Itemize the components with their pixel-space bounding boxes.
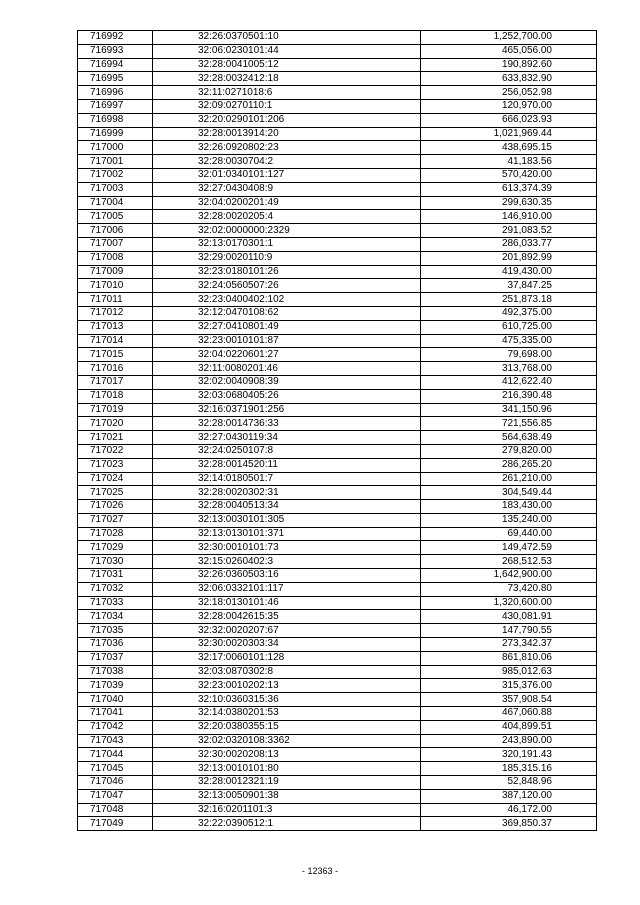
table-row — [78, 168, 597, 182]
cadastral-number-cell: 32:29:0020110:9 — [153, 251, 421, 265]
cadastral-number-cell: 32:02:0040908:39 — [153, 375, 421, 389]
row-id-cell: 717016 — [78, 362, 153, 376]
cadastral-number-cell: 32:24:0560507:26 — [153, 279, 421, 293]
row-id-cell: 717008 — [78, 251, 153, 265]
amount-cell: 146,910.00 — [421, 210, 597, 224]
cadastral-number-cell: 32:02:0320108:3362 — [153, 734, 421, 748]
cadastral-number-cell: 32:03:0680405:26 — [153, 389, 421, 403]
cadastral-number-cell: 32:15:0260402:3 — [153, 555, 421, 569]
row-id-cell: 717012 — [78, 306, 153, 320]
table-row — [78, 472, 597, 486]
amount-cell: 438,695.15 — [421, 141, 597, 155]
cadastral-number-cell: 32:28:0030704:2 — [153, 155, 421, 169]
amount-cell: 721,556.85 — [421, 417, 597, 431]
amount-cell: 341,150.96 — [421, 403, 597, 417]
cadastral-number-cell: 32:28:0012321:19 — [153, 776, 421, 790]
table-row — [78, 817, 597, 831]
row-id-cell: 717045 — [78, 762, 153, 776]
row-id-cell: 717004 — [78, 196, 153, 210]
amount-cell: 313,768.00 — [421, 362, 597, 376]
row-id-cell: 717037 — [78, 651, 153, 665]
row-id-cell: 717027 — [78, 513, 153, 527]
table-row — [78, 679, 597, 693]
amount-cell: 147,790.55 — [421, 624, 597, 638]
table-row — [78, 279, 597, 293]
amount-cell: 185,315.16 — [421, 762, 597, 776]
amount-cell: 475,335.00 — [421, 334, 597, 348]
amount-cell: 149,472.59 — [421, 541, 597, 555]
table-row — [78, 182, 597, 196]
cadastral-number-cell: 32:27:0430408:9 — [153, 182, 421, 196]
row-id-cell: 716992 — [78, 31, 153, 45]
table-row — [78, 803, 597, 817]
amount-cell: 190,892.60 — [421, 58, 597, 72]
cadastral-number-cell: 32:18:0130101:46 — [153, 596, 421, 610]
row-id-cell: 716994 — [78, 58, 153, 72]
table-row — [78, 99, 597, 113]
amount-cell: 465,056.00 — [421, 44, 597, 58]
amount-cell: 52,848.96 — [421, 776, 597, 790]
row-id-cell: 716997 — [78, 99, 153, 113]
table-row — [78, 500, 597, 514]
cadastral-number-cell: 32:20:0380355:15 — [153, 720, 421, 734]
amount-cell: 261,210.00 — [421, 472, 597, 486]
amount-cell: 1,320,600.00 — [421, 596, 597, 610]
table-row — [78, 651, 597, 665]
row-id-cell: 717010 — [78, 279, 153, 293]
cadastral-number-cell: 32:06:0332101:117 — [153, 582, 421, 596]
table-row — [78, 569, 597, 583]
table-row — [78, 707, 597, 721]
amount-cell: 412,622.40 — [421, 375, 597, 389]
cadastral-number-cell: 32:24:0250107:8 — [153, 444, 421, 458]
amount-cell: 216,390.48 — [421, 389, 597, 403]
row-id-cell: 717036 — [78, 638, 153, 652]
table-row — [78, 224, 597, 238]
table-row — [78, 776, 597, 790]
amount-cell: 73,420.80 — [421, 582, 597, 596]
cadastral-number-cell: 32:02:0000000:2329 — [153, 224, 421, 238]
table-row — [78, 113, 597, 127]
amount-cell: 268,512.53 — [421, 555, 597, 569]
cadastral-number-cell: 32:14:0380201:53 — [153, 707, 421, 721]
row-id-cell: 717011 — [78, 293, 153, 307]
amount-cell: 243,890.00 — [421, 734, 597, 748]
amount-cell: 304,549.44 — [421, 486, 597, 500]
cadastral-number-cell: 32:06:0230101:44 — [153, 44, 421, 58]
cadastral-number-cell: 32:14:0180501:7 — [153, 472, 421, 486]
amount-cell: 279,820.00 — [421, 444, 597, 458]
row-id-cell: 717022 — [78, 444, 153, 458]
table-row — [78, 513, 597, 527]
cadastral-number-cell: 32:28:0032412:18 — [153, 72, 421, 86]
amount-cell: 1,252,700.00 — [421, 31, 597, 45]
table-row — [78, 555, 597, 569]
table-row — [78, 210, 597, 224]
cadastral-number-cell: 32:16:0371901:256 — [153, 403, 421, 417]
amount-cell: 183,430.00 — [421, 500, 597, 514]
cadastral-number-cell: 32:32:0020207:67 — [153, 624, 421, 638]
cadastral-number-cell: 32:28:0042615:35 — [153, 610, 421, 624]
row-id-cell: 717018 — [78, 389, 153, 403]
row-id-cell: 717049 — [78, 817, 153, 831]
row-id-cell: 716993 — [78, 44, 153, 58]
row-id-cell: 717013 — [78, 320, 153, 334]
amount-cell: 492,375.00 — [421, 306, 597, 320]
amount-cell: 1,021,969.44 — [421, 127, 597, 141]
amount-cell: 69,440.00 — [421, 527, 597, 541]
amount-cell: 315,376.00 — [421, 679, 597, 693]
table-row — [78, 196, 597, 210]
table-row — [78, 458, 597, 472]
row-id-cell: 717028 — [78, 527, 153, 541]
amount-cell: 135,240.00 — [421, 513, 597, 527]
row-id-cell: 717006 — [78, 224, 153, 238]
cadastral-number-cell: 32:09:0270110:1 — [153, 99, 421, 113]
row-id-cell: 717021 — [78, 431, 153, 445]
table-row — [78, 127, 597, 141]
row-id-cell: 717038 — [78, 665, 153, 679]
table-row — [78, 486, 597, 500]
table-row — [78, 762, 597, 776]
table-row — [78, 789, 597, 803]
table-row — [78, 527, 597, 541]
amount-cell: 46,172.00 — [421, 803, 597, 817]
cadastral-number-cell: 32:28:0013914:20 — [153, 127, 421, 141]
cadastral-number-cell: 32:11:0271018:6 — [153, 86, 421, 100]
row-id-cell: 717001 — [78, 155, 153, 169]
table-row — [78, 389, 597, 403]
amount-cell: 320,191.43 — [421, 748, 597, 762]
table-row — [78, 431, 597, 445]
table-row — [78, 665, 597, 679]
cadastral-number-cell: 32:30:0010101:73 — [153, 541, 421, 555]
amount-cell: 1,642,900.00 — [421, 569, 597, 583]
table-row — [78, 293, 597, 307]
amount-cell: 357,908.54 — [421, 693, 597, 707]
cadastral-number-cell: 32:27:0410801:49 — [153, 320, 421, 334]
table-row — [78, 237, 597, 251]
cadastral-number-cell: 32:23:0010101:87 — [153, 334, 421, 348]
cadastral-number-cell: 32:20:0290101:206 — [153, 113, 421, 127]
amount-cell: 430,081.91 — [421, 610, 597, 624]
cadastral-number-cell: 32:23:0180101:26 — [153, 265, 421, 279]
amount-cell: 985,012.63 — [421, 665, 597, 679]
table-row — [78, 444, 597, 458]
table-row — [78, 334, 597, 348]
amount-cell: 201,892.99 — [421, 251, 597, 265]
table-row — [78, 734, 597, 748]
amount-cell: 861,810.06 — [421, 651, 597, 665]
cadastral-number-cell: 32:13:0030101:305 — [153, 513, 421, 527]
amount-cell: 613,374.39 — [421, 182, 597, 196]
row-id-cell: 716999 — [78, 127, 153, 141]
amount-cell: 291,083.52 — [421, 224, 597, 238]
table-row — [78, 375, 597, 389]
amount-cell: 570,420.00 — [421, 168, 597, 182]
row-id-cell: 717025 — [78, 486, 153, 500]
table-row — [78, 58, 597, 72]
table-row — [78, 265, 597, 279]
amount-cell: 369,850.37 — [421, 817, 597, 831]
table-row — [78, 155, 597, 169]
row-id-cell: 717040 — [78, 693, 153, 707]
table-row — [78, 31, 597, 45]
cadastral-number-cell: 32:30:0020303:34 — [153, 638, 421, 652]
row-id-cell: 717026 — [78, 500, 153, 514]
row-id-cell: 717003 — [78, 182, 153, 196]
row-id-cell: 717044 — [78, 748, 153, 762]
amount-cell: 467,060.88 — [421, 707, 597, 721]
row-id-cell: 717048 — [78, 803, 153, 817]
table-row — [78, 403, 597, 417]
amount-cell: 633,832.90 — [421, 72, 597, 86]
cadastral-number-cell: 32:30:0020208:13 — [153, 748, 421, 762]
cadastral-number-cell: 32:28:0014520:11 — [153, 458, 421, 472]
cadastral-number-cell: 32:03:0870302:8 — [153, 665, 421, 679]
cadastral-number-cell: 32:28:0041005:12 — [153, 58, 421, 72]
cadastral-number-cell: 32:13:0170301:1 — [153, 237, 421, 251]
row-id-cell: 717046 — [78, 776, 153, 790]
cadastral-number-cell: 32:26:0360503:16 — [153, 569, 421, 583]
cadastral-number-cell: 32:28:0020205:4 — [153, 210, 421, 224]
row-id-cell: 717019 — [78, 403, 153, 417]
row-id-cell: 717042 — [78, 720, 153, 734]
table-row — [78, 44, 597, 58]
table-row — [78, 251, 597, 265]
row-id-cell: 717020 — [78, 417, 153, 431]
row-id-cell: 717034 — [78, 610, 153, 624]
amount-cell: 610,725.00 — [421, 320, 597, 334]
cadastral-number-cell: 32:28:0040513:34 — [153, 500, 421, 514]
row-id-cell: 717047 — [78, 789, 153, 803]
cadastral-number-cell: 32:12:0470108:62 — [153, 306, 421, 320]
row-id-cell: 717009 — [78, 265, 153, 279]
table-row — [78, 582, 597, 596]
row-id-cell: 717023 — [78, 458, 153, 472]
data-table — [77, 30, 597, 831]
row-id-cell: 717039 — [78, 679, 153, 693]
cadastral-number-cell: 32:22:0390512:1 — [153, 817, 421, 831]
table-row — [78, 362, 597, 376]
row-id-cell: 717031 — [78, 569, 153, 583]
table-row — [78, 417, 597, 431]
cadastral-number-cell: 32:27:0430119:34 — [153, 431, 421, 445]
cadastral-number-cell: 32:01:0340101:127 — [153, 168, 421, 182]
row-id-cell: 716995 — [78, 72, 153, 86]
table-row — [78, 320, 597, 334]
cadastral-number-cell: 32:13:0130101:371 — [153, 527, 421, 541]
cadastral-number-cell: 32:10:0360315:36 — [153, 693, 421, 707]
cadastral-number-cell: 32:26:0370501:10 — [153, 31, 421, 45]
amount-cell: 666,023.93 — [421, 113, 597, 127]
cadastral-number-cell: 32:17:0060101:128 — [153, 651, 421, 665]
amount-cell: 256,052.98 — [421, 86, 597, 100]
table-row — [78, 596, 597, 610]
amount-cell: 286,033.77 — [421, 237, 597, 251]
amount-cell: 404,899.51 — [421, 720, 597, 734]
cadastral-number-cell: 32:13:0050901:38 — [153, 789, 421, 803]
row-id-cell: 717033 — [78, 596, 153, 610]
row-id-cell: 717015 — [78, 348, 153, 362]
row-id-cell: 717014 — [78, 334, 153, 348]
table-row — [78, 610, 597, 624]
amount-cell: 79,698.00 — [421, 348, 597, 362]
table-row — [78, 348, 597, 362]
amount-cell: 37,847.25 — [421, 279, 597, 293]
page-number: - 12363 - — [301, 866, 339, 876]
row-id-cell: 717002 — [78, 168, 153, 182]
table-body — [78, 31, 597, 831]
table-row — [78, 72, 597, 86]
cadastral-number-cell: 32:16:0201101:3 — [153, 803, 421, 817]
row-id-cell: 717041 — [78, 707, 153, 721]
amount-cell: 564,638.49 — [421, 431, 597, 445]
table-row — [78, 693, 597, 707]
amount-cell: 387,120.00 — [421, 789, 597, 803]
cadastral-number-cell: 32:23:0010202:13 — [153, 679, 421, 693]
cadastral-number-cell: 32:13:0010101:80 — [153, 762, 421, 776]
row-id-cell: 716998 — [78, 113, 153, 127]
row-id-cell: 717030 — [78, 555, 153, 569]
table-row — [78, 624, 597, 638]
table-row — [78, 141, 597, 155]
row-id-cell: 716996 — [78, 86, 153, 100]
table-row — [78, 638, 597, 652]
row-id-cell: 717007 — [78, 237, 153, 251]
cadastral-number-cell: 32:28:0020302:31 — [153, 486, 421, 500]
row-id-cell: 717029 — [78, 541, 153, 555]
row-id-cell: 717024 — [78, 472, 153, 486]
amount-cell: 419,430.00 — [421, 265, 597, 279]
cadastral-number-cell: 32:26:0920802:23 — [153, 141, 421, 155]
amount-cell: 273,342.37 — [421, 638, 597, 652]
amount-cell: 120,970.00 — [421, 99, 597, 113]
table-row — [78, 720, 597, 734]
table-row — [78, 748, 597, 762]
row-id-cell: 717032 — [78, 582, 153, 596]
cadastral-number-cell: 32:04:0220601:27 — [153, 348, 421, 362]
row-id-cell: 717000 — [78, 141, 153, 155]
cadastral-number-cell: 32:28:0014736:33 — [153, 417, 421, 431]
table-row — [78, 86, 597, 100]
amount-cell: 41,183.56 — [421, 155, 597, 169]
cadastral-number-cell: 32:04:0200201:49 — [153, 196, 421, 210]
cadastral-number-cell: 32:23:0400402:102 — [153, 293, 421, 307]
row-id-cell: 717005 — [78, 210, 153, 224]
table-row — [78, 306, 597, 320]
amount-cell: 299,630.35 — [421, 196, 597, 210]
amount-cell: 286,265.20 — [421, 458, 597, 472]
row-id-cell: 717043 — [78, 734, 153, 748]
cadastral-number-cell: 32:11:0080201:46 — [153, 362, 421, 376]
amount-cell: 251,873.18 — [421, 293, 597, 307]
row-id-cell: 717017 — [78, 375, 153, 389]
row-id-cell: 717035 — [78, 624, 153, 638]
table-row — [78, 541, 597, 555]
